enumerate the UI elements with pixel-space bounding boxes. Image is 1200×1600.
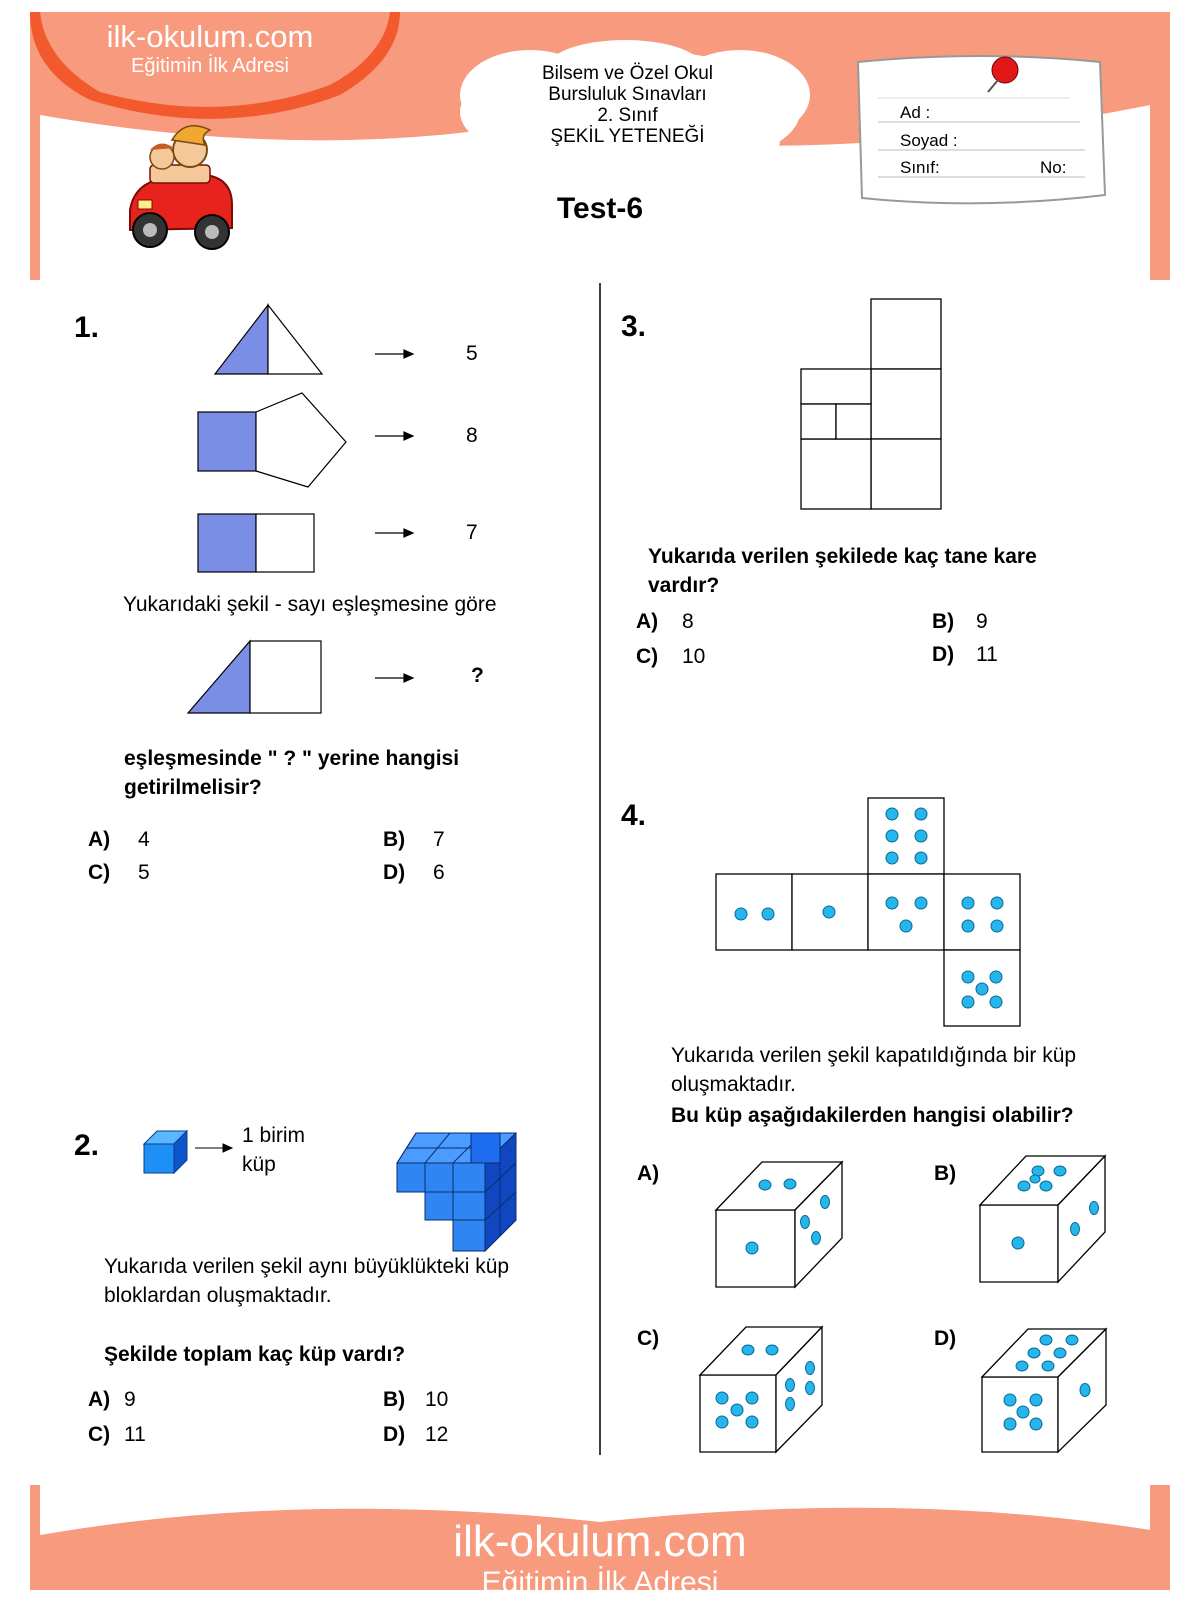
q4-option-a-cube	[716, 1162, 842, 1287]
q4-option-d[interactable]: D)	[934, 1327, 957, 1350]
q1-number: 1.	[74, 311, 100, 344]
option-key: C)	[636, 645, 659, 668]
option-value: 8	[682, 610, 694, 633]
name-card	[858, 56, 1105, 203]
q1-two-squares	[198, 514, 314, 572]
cloud-line-3: 2. Sınıf	[597, 105, 658, 126]
q1-option-c[interactable]	[88, 861, 150, 885]
brand-slogan: Eğitimin İlk Adresi	[131, 55, 289, 77]
option-value: 4	[138, 828, 150, 851]
q4-text: Yukarıda verilen şekil kapatıldığında bir küp oluşmaktadır.	[671, 1044, 1077, 1096]
q4-option-c-cube	[700, 1327, 822, 1452]
option-key: D)	[383, 1423, 406, 1446]
q2-option-c[interactable]	[88, 1423, 146, 1447]
q2-option-a[interactable]	[88, 1388, 136, 1412]
option-value: 11	[976, 643, 998, 666]
q1-option-b[interactable]	[383, 828, 445, 852]
q4-question: Bu küp aşağıdakilerden hangisi olabilir?	[671, 1104, 1074, 1127]
q1-value-2: 8	[466, 424, 478, 447]
q4-cube-net	[716, 798, 1020, 1026]
option-value: 9	[976, 610, 988, 633]
q1-option-d[interactable]	[383, 861, 445, 885]
brand-top	[60, 20, 360, 78]
q1-option-a[interactable]	[88, 828, 150, 852]
option-key: B)	[383, 828, 406, 851]
q2-unit-cube	[144, 1131, 187, 1173]
q2-unit-label-2: küp	[242, 1153, 276, 1176]
option-key: C)	[88, 861, 111, 884]
option-value: 10	[682, 645, 706, 668]
q3-option-d[interactable]	[932, 643, 998, 667]
footer-slogan: Eğitimin İlk Adresi	[481, 1566, 719, 1599]
q1-triangle-square	[188, 641, 321, 713]
q2-text: Yukarıda verilen şekil aynı büyüklükteki küp bloklardan oluşmaktadır.	[104, 1255, 510, 1307]
q1-arrows	[375, 350, 413, 682]
q2-cube-structure	[397, 1133, 516, 1251]
option-key: C)	[88, 1423, 111, 1446]
q1-unknown: ?	[471, 664, 484, 687]
test-title: Test-6	[556, 192, 644, 225]
q2-unit-label-1: 1 birim	[242, 1124, 306, 1147]
option-value: 10	[425, 1388, 449, 1411]
q1-prompt: Yukarıdaki şekil - sayı eşleşmesine göre	[123, 593, 497, 616]
cloud-line-4: ŞEKİL YETENEĞİ	[550, 126, 705, 147]
q2-option-b[interactable]	[383, 1388, 448, 1412]
option-key: D)	[383, 861, 406, 884]
q2-option-d[interactable]	[383, 1423, 448, 1447]
option-value: 12	[425, 1423, 449, 1446]
option-value: 6	[433, 861, 445, 884]
q1-square-pentagon	[198, 393, 346, 487]
q1-value-1: 5	[466, 342, 478, 365]
q4-number: 4.	[621, 799, 647, 832]
option-value: 7	[433, 828, 445, 851]
pin-icon	[992, 57, 1018, 83]
q4-option-a[interactable]: A)	[637, 1162, 660, 1185]
q4-option-b[interactable]: B)	[934, 1162, 957, 1185]
q3-option-b[interactable]	[932, 610, 988, 634]
brand-site: ilk-okulum.com	[106, 19, 314, 54]
brand-bottom	[400, 1518, 800, 1600]
q3-square-figure	[801, 299, 941, 509]
q3-number: 3.	[621, 310, 647, 343]
q2-question: Şekilde toplam kaç küp vardı?	[104, 1343, 406, 1366]
option-key: B)	[383, 1388, 406, 1411]
footer-site: ilk-okulum.com	[453, 1517, 747, 1566]
q1-question: eşleşmesinde " ? " yerine hangisi getirilmelisir?	[124, 747, 460, 799]
option-value: 11	[124, 1423, 146, 1446]
q2-unit-arrow	[195, 1144, 232, 1152]
cloud-text	[495, 63, 760, 147]
option-value: 9	[124, 1388, 136, 1411]
option-key: A)	[88, 1388, 111, 1411]
option-key: A)	[636, 610, 659, 633]
q3-option-c[interactable]	[636, 645, 705, 669]
q3-question: Yukarıda verilen şekilede kaç tane kare vardır?	[648, 545, 1037, 597]
option-key: B)	[932, 610, 955, 633]
card-surname-label: Soyad :	[900, 131, 958, 150]
card-class-label: Sınıf:	[900, 158, 940, 177]
option-key: D)	[932, 643, 955, 666]
q1-value-3: 7	[466, 521, 478, 544]
cloud-line-1: Bilsem ve Özel Okul	[541, 63, 714, 84]
q1-triangle	[215, 305, 322, 374]
option-key: A)	[88, 828, 111, 851]
q2-number: 2.	[74, 1129, 100, 1162]
q4-option-c[interactable]: C)	[637, 1327, 660, 1350]
card-number-label: No:	[1040, 158, 1067, 177]
card-name-label: Ad :	[900, 103, 931, 122]
cloud-line-2: Bursluluk Sınavları	[548, 84, 707, 105]
option-value: 5	[138, 861, 150, 884]
q3-option-a[interactable]	[636, 610, 694, 634]
